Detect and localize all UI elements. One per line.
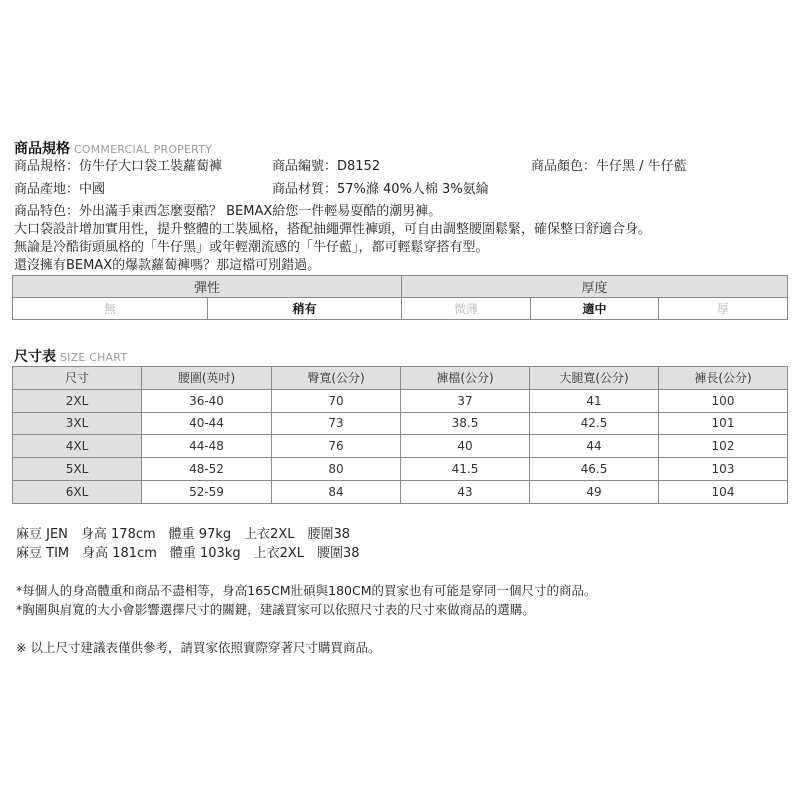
size-chart-header: 尺寸 <box>13 367 142 390</box>
table-row <box>13 435 788 458</box>
table-cell: 70 <box>272 389 401 412</box>
size-chart-header: 褲長(公分) <box>659 367 788 390</box>
size-chart-header: 褲檔(公分) <box>401 367 530 390</box>
product-section-title-en: COMMERCIAL PROPERTY <box>74 143 213 156</box>
product-material: 商品材質：57%滌 40%人棉 3%氨綸 <box>272 182 489 197</box>
table-cell: 40-44 <box>142 412 272 435</box>
note-line: *胸圍與肩寬的大小會影響選擇尺寸的關鍵，建議買家可以依照尺寸表的尺寸來做商品的選購。 <box>16 602 535 617</box>
table-cell: 41.5 <box>401 458 530 481</box>
elasticity-header: 彈性 <box>13 276 402 298</box>
size-chart-table <box>12 366 788 504</box>
table-row <box>13 389 788 412</box>
table-cell: 46.5 <box>530 458 659 481</box>
product-desc-line: 還沒擁有BEMAX的爆款蘿蔔褲嗎？那這檔可別錯過。 <box>14 258 321 273</box>
table-cell: 103 <box>659 458 788 481</box>
thickness-option-medium: 適中 <box>531 298 659 320</box>
size-label: 2XL <box>13 389 142 412</box>
size-chart-header: 腰圍(英吋) <box>142 367 272 390</box>
table-cell: 101 <box>659 412 788 435</box>
table-cell: 84 <box>272 480 401 503</box>
size-chart-title-zh: 尺寸表 <box>14 349 56 365</box>
table-cell: 44-48 <box>142 435 272 458</box>
size-label: 5XL <box>13 458 142 481</box>
product-spec: 商品規格：仿牛仔大口袋工裝蘿蔔褲 <box>14 159 223 174</box>
table-row <box>13 458 788 481</box>
table-cell: 49 <box>530 480 659 503</box>
model-info: 麻豆 JEN 身高 178cm 體重 97kg 上衣2XL 腰圍38 <box>16 527 351 542</box>
product-section-title <box>14 138 212 158</box>
size-chart-title-en: SIZE CHART <box>60 351 128 364</box>
table-cell: 37 <box>401 389 530 412</box>
table-cell: 36-40 <box>142 389 272 412</box>
disclaimer: ※ 以上尺寸建議表僅供參考，請買家依照實際穿著尺寸購買商品。 <box>16 640 381 655</box>
table-cell: 40 <box>401 435 530 458</box>
thickness-option-thin: 微薄 <box>402 298 531 320</box>
elasticity-option-none: 無 <box>13 298 208 320</box>
size-label: 3XL <box>13 412 142 435</box>
properties-table <box>12 275 788 320</box>
table-row <box>13 412 788 435</box>
product-section-title-zh: 商品規格 <box>14 141 70 157</box>
product-desc-line: 無論是冷酷街頭風格的「牛仔黑」或年輕潮流感的「牛仔藍」，都可輕鬆穿搭有型。 <box>14 240 489 255</box>
table-cell: 42.5 <box>530 412 659 435</box>
table-cell: 44 <box>530 435 659 458</box>
size-chart-header: 臀寬(公分) <box>272 367 401 390</box>
model-info: 麻豆 TIM 身高 181cm 體重 103kg 上衣2XL 腰圍38 <box>16 546 360 561</box>
table-cell: 76 <box>272 435 401 458</box>
product-color: 商品顏色：牛仔黑 / 牛仔藍 <box>531 159 687 174</box>
size-label: 6XL <box>13 480 142 503</box>
product-desc-line: 大口袋設計增加實用性，提升整體的工裝風格，搭配抽繩彈性褲頭，可自由調整腰圍鬆緊，確保整日舒適合身。 <box>14 222 652 237</box>
elasticity-option-slight: 稍有 <box>208 298 402 320</box>
table-cell: 43 <box>401 480 530 503</box>
note-line: *每個人的身高體重和商品不盡相等，身高165CM壯碩與180CM的買家也有可能是穿同一個尺寸的商品。 <box>16 583 597 598</box>
product-origin: 商品產地：中國 <box>14 182 106 197</box>
table-cell: 104 <box>659 480 788 503</box>
size-chart-header-row <box>13 367 788 390</box>
size-chart-title <box>14 346 127 366</box>
table-cell: 73 <box>272 412 401 435</box>
thickness-option-thick: 厚 <box>659 298 788 320</box>
product-code: 商品編號：D8152 <box>272 159 381 174</box>
table-row <box>13 480 788 503</box>
size-label: 4XL <box>13 435 142 458</box>
table-cell: 38.5 <box>401 412 530 435</box>
table-cell: 100 <box>659 389 788 412</box>
product-desc-line: 商品特色：外出滿手東西怎麼耍酷？ BEMAX給您一件輕易耍酷的潮男褲。 <box>14 204 442 219</box>
table-cell: 48-52 <box>142 458 272 481</box>
thickness-header: 厚度 <box>402 276 788 298</box>
table-cell: 41 <box>530 389 659 412</box>
table-cell: 102 <box>659 435 788 458</box>
table-cell: 80 <box>272 458 401 481</box>
size-chart-header: 大腿寬(公分) <box>530 367 659 390</box>
table-cell: 52-59 <box>142 480 272 503</box>
